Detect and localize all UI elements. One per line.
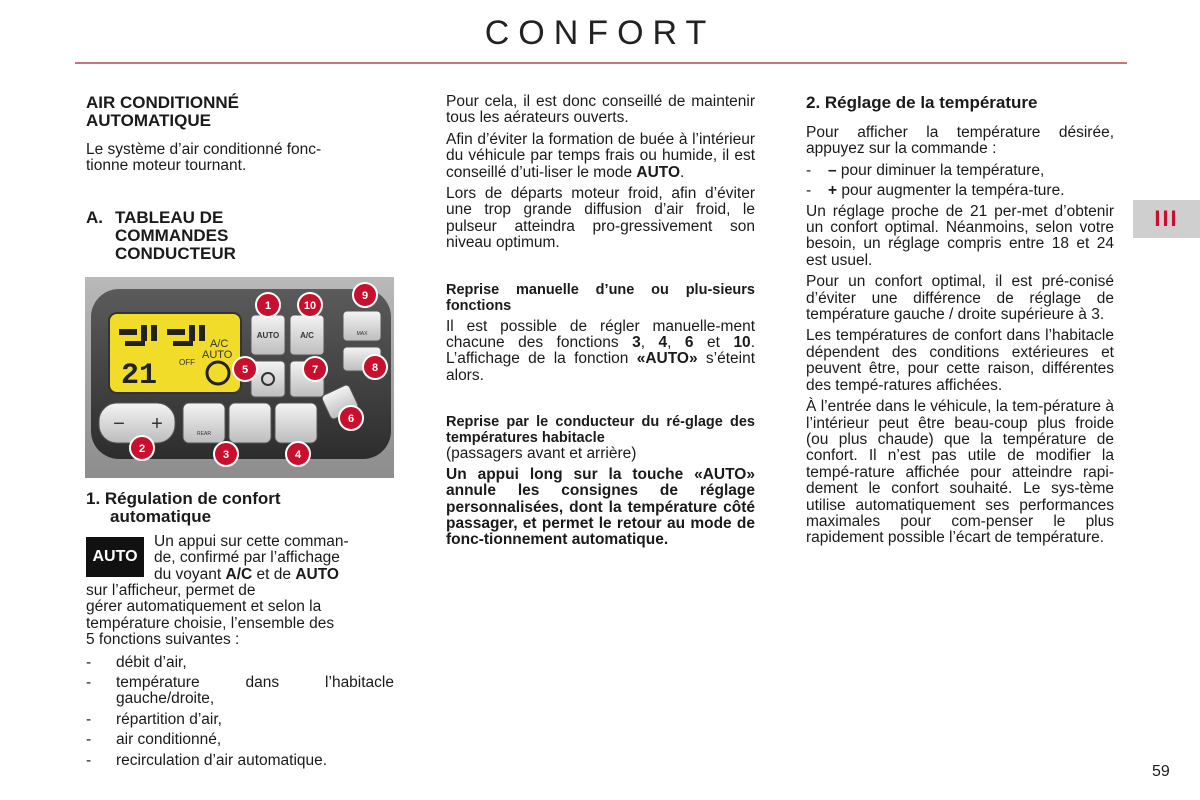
display-ac: A/C <box>210 337 229 350</box>
auto-button-label: AUTO <box>256 330 280 340</box>
paragraph: Lors de départs moteur froid, afin d’éviter une trop grande diffusion d’air froid, le pulseur atteindra pro-gressivement son niveau optimum. <box>446 185 755 252</box>
max-label: MAX <box>356 330 368 337</box>
temp-plus: + <box>151 412 163 435</box>
intro-text: Le système d’air conditionné fonc- tionne moteur tournant. <box>86 141 322 175</box>
temperature-commands-list <box>806 163 1114 200</box>
control-panel-illustration <box>85 277 394 478</box>
svg-text:5: 5 <box>241 363 249 376</box>
svg-text:7: 7 <box>311 363 319 376</box>
page-title: CONFORT <box>484 14 716 52</box>
paragraph: À l’entrée dans le véhicule, la tem-pérature à l’intérieur peut être beau-coup plus froide (ou plus chaude) que la température de confort. Il n’est pas utile de modifier la tempé-rature affichée pour atteindre rapi-dement le confort souhaité. Le sys-tème utilise automatiquement ses performances maximales pour com-penser le plus rapidement possible l’écart de température. <box>806 398 1114 547</box>
paragraph: Les températures de confort dans l’habitacle dépendent des conditions extérieures et peuvent être, pour cette raison, différentes des tempé-ratures affichées. <box>806 327 1114 394</box>
display-off: OFF <box>179 357 195 367</box>
paragraph: Pour cela, il est donc conseillé de maintenir tous les aérateurs ouverts. <box>446 93 755 127</box>
paragraph: Pour afficher la température désirée, appuyez sur la commande : <box>806 124 1114 158</box>
paragraph: Afin d’éviter la formation de buée à l’intérieur du véhicule par temps frais ou humide, il est conseillé d’uti-liser le mode AUTO. <box>446 130 755 181</box>
section-1-heading: 1. Régulation de confort automatique <box>86 488 281 526</box>
svg-text:9: 9 <box>361 289 369 302</box>
paragraph: Pour un confort optimal, il est pré-conisé d’éviter une différence de réglage de température gauche / droite supérieure à 3. <box>806 273 1114 324</box>
section-2-heading: 2. Réglage de la température <box>806 93 1038 112</box>
display-temperature: 21 <box>121 358 158 393</box>
paragraph: Un réglage proche de 21 per-met d’obtenir un confort optimal. Néanmoins, selon votre besoin, un réglage compris entre 18 et 24 est usuel. <box>806 202 1114 269</box>
list-item: - + pour augmenter la tempéra-ture. <box>806 183 1114 199</box>
functions-list <box>86 655 394 769</box>
driver-reset-heading: Reprise par le conducteur du ré-glage des températures habitacle <box>446 414 755 447</box>
list-item: - – pour diminuer la température, <box>806 163 1114 179</box>
svg-text:4: 4 <box>294 448 302 461</box>
chapter-tab[interactable]: III <box>1133 200 1200 238</box>
title-rule <box>75 62 1127 64</box>
column-2 <box>446 94 755 554</box>
list-item: - recirculation d’air automatique. <box>86 753 394 769</box>
section-1-body: AUTO Un appui sur cette comman- de, confirmé par l’affichage du voyant A/C et de AUTO sur l’afficheur, permet de gérer automatiquement et selon la température choisie, l’ensemble des 5 fonctions suivantes : <box>86 532 349 649</box>
manual-override-heading: Reprise manuelle d’une ou plu-sieurs fonctions <box>446 281 755 314</box>
driver-reset-text: Un appui long sur la touche «AUTO» annule les consignes de réglage personnalisées, dont la température côté passager, et permet le retour au mode de fonc-tionnement automatique. <box>446 465 755 549</box>
list-item: - répartition d’air, <box>86 712 394 728</box>
foot-airflow-button[interactable] <box>275 403 317 443</box>
svg-text:6: 6 <box>347 412 355 425</box>
page-number: 59 <box>1152 763 1170 780</box>
column-3 <box>806 94 1114 552</box>
ac-button-label: A/C <box>300 330 314 340</box>
svg-text:2: 2 <box>138 442 146 455</box>
paragraph: Il est possible de régler manuelle-ment chacune des fonctions 3, 4, 6 et 10. L’affichage de la fonction «AUTO» s’éteint alors. <box>446 317 756 384</box>
column-1 <box>86 94 394 773</box>
temp-minus: − <box>113 412 125 435</box>
list-item: - air conditionné, <box>86 732 394 748</box>
fan-plus-button[interactable] <box>229 403 271 443</box>
list-item: - température dans l’habitacle gauche/droite, <box>86 675 394 708</box>
auto-button-icon: AUTO <box>86 537 144 577</box>
section-a-heading: A. TABLEAU DE COMMANDES CONDUCTEUR <box>86 207 236 263</box>
svg-text:3: 3 <box>222 448 230 461</box>
svg-text:10: 10 <box>303 299 317 312</box>
display-auto: AUTO <box>202 348 233 361</box>
driver-reset-subtitle: (passagers avant et arrière) <box>446 445 637 463</box>
rear-label: REAR <box>197 430 211 437</box>
control-panel-photo <box>85 277 394 478</box>
main-heading: AIR CONDITIONNÉ AUTOMATIQUE <box>86 93 239 130</box>
svg-text:1: 1 <box>264 299 272 312</box>
list-item: - débit d’air, <box>86 655 394 671</box>
svg-text:8: 8 <box>371 361 379 374</box>
fan-minus-button[interactable] <box>183 403 225 443</box>
